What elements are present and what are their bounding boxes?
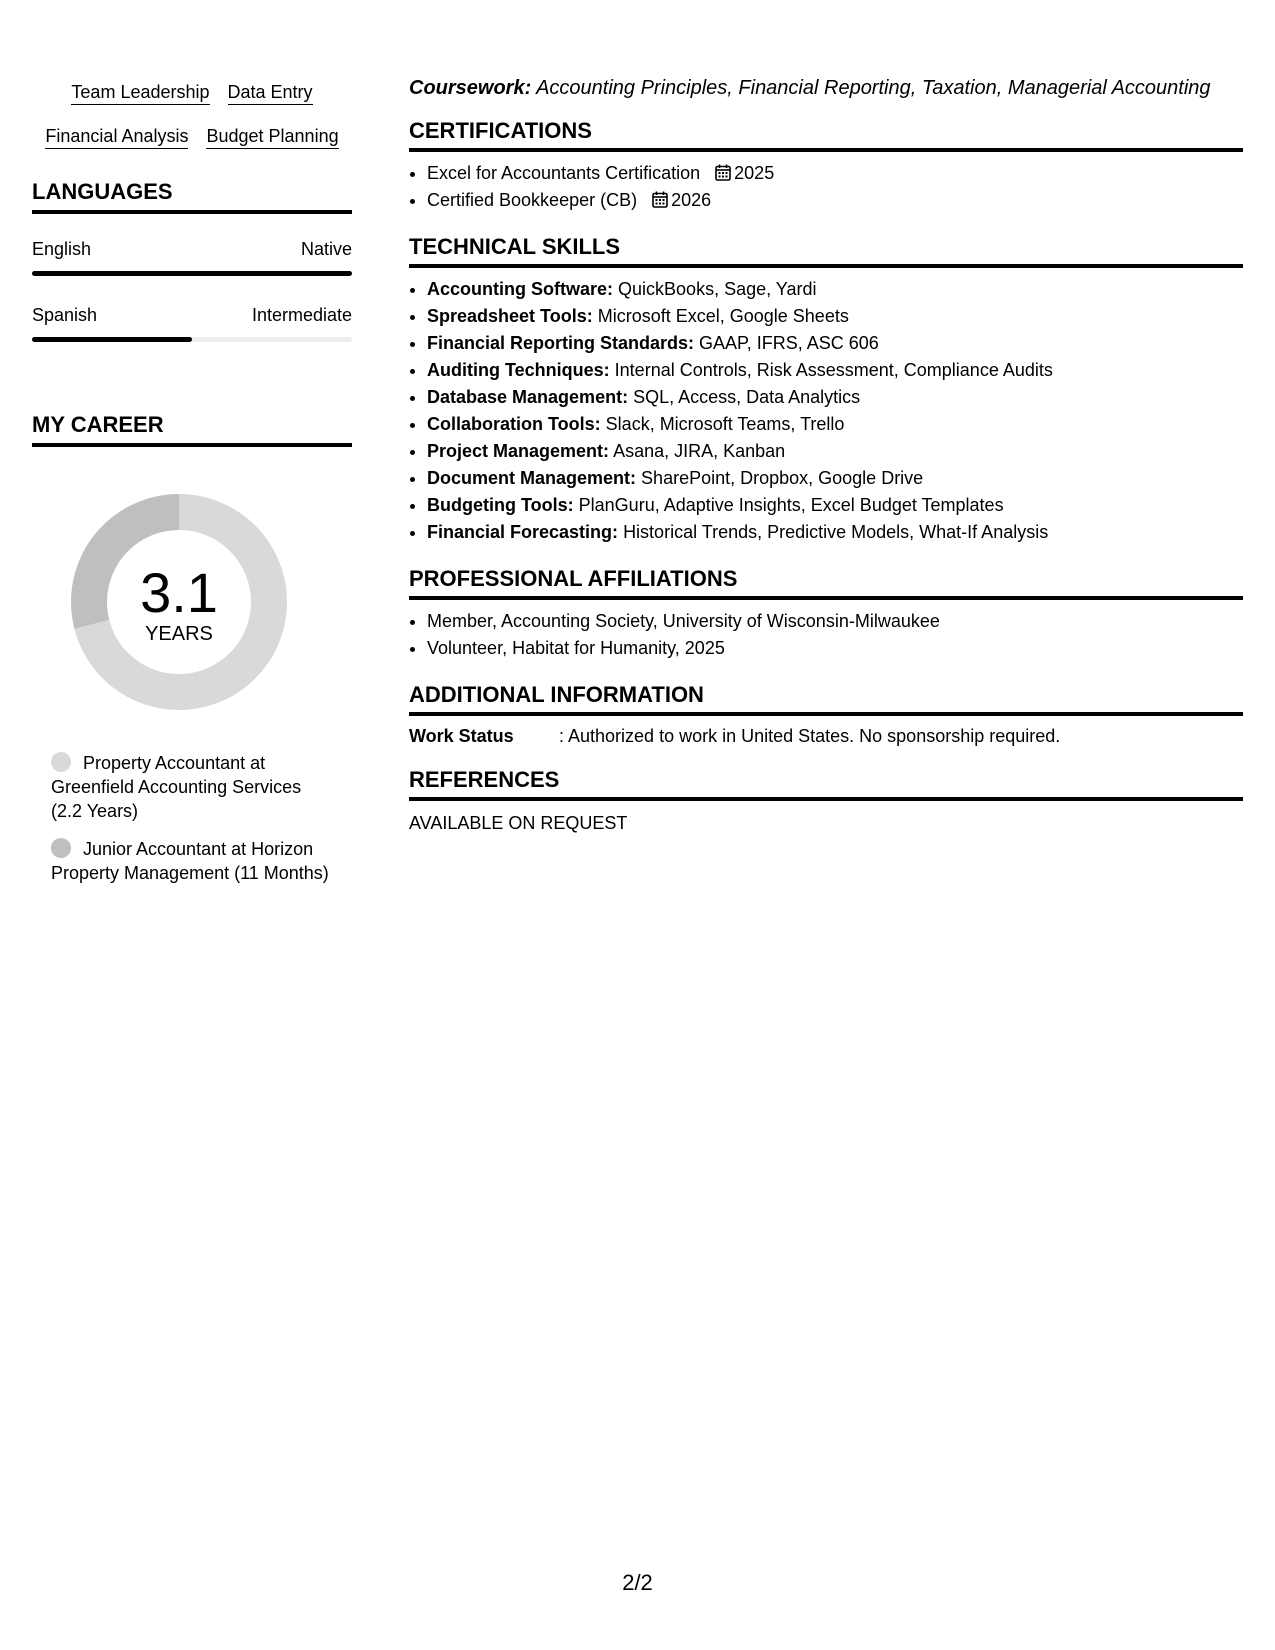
skills-tag-row	[32, 82, 352, 105]
skill-label: Accounting Software:	[427, 279, 614, 299]
skill-label: Financial Forecasting:	[427, 522, 619, 542]
career-color-dot	[51, 838, 71, 858]
certification-name: Certified Bookkeeper (CB)	[427, 190, 638, 210]
technical-skill-item	[427, 465, 1243, 492]
affiliations-heading: PROFESSIONAL AFFILIATIONS	[409, 566, 1243, 600]
certifications-heading: CERTIFICATIONS	[409, 118, 1243, 152]
language-level: Intermediate	[251, 305, 352, 325]
career-list	[51, 751, 331, 885]
certification-name: Excel for Accountants Certification	[427, 163, 701, 183]
affiliation-item: • Member, Accounting Society, University of Wisconsin-Milwaukee	[427, 608, 1243, 635]
career-item	[51, 751, 331, 823]
left-column	[32, 82, 352, 899]
skill-text: Historical Trends, Predictive Models, What-If Analysis	[623, 522, 1049, 542]
skills-tag-row	[32, 126, 352, 149]
skill-text: Asana, JIRA, Kanban	[613, 441, 786, 461]
skill-text: SQL, Access, Data Analytics	[633, 387, 861, 407]
skill-tag: Budget Planning	[206, 126, 338, 149]
additional-info-heading: ADDITIONAL INFORMATION	[409, 682, 1243, 716]
technical-skill-item	[427, 384, 1243, 411]
calendar-icon	[715, 164, 731, 181]
certification-item	[427, 160, 1243, 187]
certifications-list	[409, 160, 1243, 214]
skill-text: GAAP, IFRS, ASC 606	[699, 333, 879, 353]
certification-item	[427, 187, 1243, 214]
coursework-label: Coursework:	[409, 77, 532, 99]
career-item-text: Property Accountant at Greenfield Accounting Services (2.2 Years)	[51, 753, 302, 821]
technical-skill-item	[427, 276, 1243, 303]
language-proficiency-fill	[32, 337, 192, 342]
skill-label: Financial Reporting Standards:	[427, 333, 695, 353]
skill-label: Budgeting Tools:	[427, 495, 574, 515]
skill-text: QuickBooks, Sage, Yardi	[618, 279, 817, 299]
technical-skills-heading: TECHNICAL SKILLS	[409, 234, 1243, 268]
career-color-dot	[51, 752, 71, 772]
coursework-text: Accounting Principles, Financial Reporting, Taxation, Managerial Accounting	[536, 77, 1211, 99]
affiliations-list	[409, 608, 1243, 662]
languages-heading: LANGUAGES	[32, 179, 352, 214]
technical-skill-item	[427, 492, 1243, 519]
skill-label: Spreadsheet Tools:	[427, 306, 593, 326]
skill-label: Auditing Techniques:	[427, 360, 610, 380]
references-heading: REFERENCES	[409, 767, 1243, 801]
technical-skill-item	[427, 411, 1243, 438]
work-status-text: : Authorized to work in United States. No sponsorship required.	[559, 726, 1061, 746]
language-name: Spanish	[32, 305, 98, 325]
career-heading: MY CAREER	[32, 412, 352, 447]
coursework-line	[409, 76, 1243, 100]
skill-tag: Financial Analysis	[45, 126, 188, 149]
technical-skill-item	[427, 303, 1243, 330]
language-item	[32, 238, 352, 276]
language-proficiency-bar	[32, 271, 352, 276]
skill-label: Database Management:	[427, 387, 629, 407]
skill-label: Document Management:	[427, 468, 637, 488]
references-text: AVAILABLE ON REQUEST	[409, 813, 628, 833]
career-donut-chart	[66, 489, 292, 715]
language-proficiency-fill	[32, 271, 352, 276]
career-total-years: 3.1	[140, 561, 218, 624]
skill-tag: Data Entry	[228, 82, 313, 105]
technical-skills-list	[409, 276, 1243, 546]
technical-skill-item	[427, 330, 1243, 357]
career-total-unit: YEARS	[145, 623, 213, 645]
technical-skill-item	[427, 519, 1243, 546]
language-proficiency-bar	[32, 337, 352, 342]
skill-label: Project Management:	[427, 441, 610, 461]
calendar-icon	[652, 191, 668, 208]
page-number: 2/2	[622, 1570, 653, 1595]
language-item	[32, 304, 352, 342]
certification-year: 2025	[734, 163, 775, 183]
skill-tag: Team Leadership	[71, 82, 209, 105]
technical-skill-item	[427, 357, 1243, 384]
skill-text: SharePoint, Dropbox, Google Drive	[641, 468, 924, 488]
skill-text: PlanGuru, Adaptive Insights, Excel Budget Templates	[578, 495, 1004, 515]
language-level: Native	[300, 239, 352, 259]
affiliation-item: • Volunteer, Habitat for Humanity, 2025	[427, 635, 1243, 662]
certification-year: 2026	[671, 190, 712, 210]
skill-label: Collaboration Tools:	[427, 414, 601, 434]
work-status-row	[409, 725, 1243, 747]
skill-text: Microsoft Excel, Google Sheets	[597, 306, 849, 326]
skill-text: Slack, Microsoft Teams, Trello	[605, 414, 845, 434]
skill-text: Internal Controls, Risk Assessment, Compliance Audits	[614, 360, 1053, 380]
technical-skill-item	[427, 438, 1243, 465]
language-name: English	[32, 239, 92, 259]
career-item	[51, 837, 331, 885]
right-column	[409, 76, 1243, 834]
work-status-label: Work Status	[409, 726, 514, 746]
career-item-text: Junior Accountant at Horizon Property Management (11 Months)	[51, 839, 329, 883]
